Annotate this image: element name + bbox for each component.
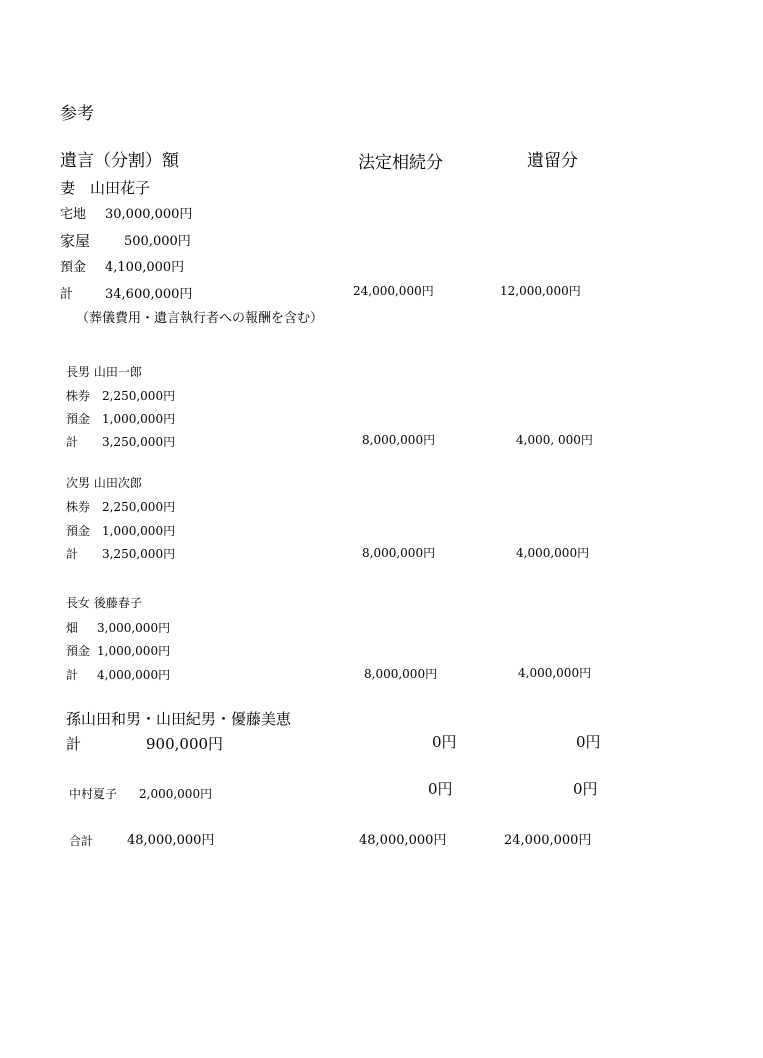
total-will-value: 34,600,000円 (105, 287, 193, 302)
total-label: 計 (66, 668, 79, 682)
total-statutory-value: 8,000,000円 (362, 546, 436, 560)
total-statutory-value: 8,000,000円 (364, 667, 438, 681)
total-reserved-value: 4,000,000円 (518, 666, 592, 680)
grand-total-reserved-value: 24,000,000円 (504, 833, 592, 848)
total-will-value: 2,000,000円 (139, 787, 213, 801)
item-value: 2,250,000円 (102, 389, 176, 403)
item-label: 預金 (66, 644, 91, 658)
page-title: 参考 (60, 104, 94, 124)
item-label: 宅地 (60, 207, 87, 222)
heir-name-eldest-son: 長男 山田一郎 (66, 365, 142, 379)
item-value: 2,250,000円 (102, 500, 176, 514)
grand-total-will-value: 48,000,000円 (127, 833, 215, 848)
item-value: 3,000,000円 (97, 621, 171, 635)
item-label: 家屋 (60, 232, 91, 250)
item-label: 株券 (66, 389, 91, 403)
total-statutory-value: 24,000,000円 (353, 284, 434, 298)
total-label: 計 (66, 735, 82, 753)
item-value: 30,000,000円 (105, 207, 193, 222)
total-will-value: 3,250,000円 (102, 547, 176, 561)
total-label: 計 (66, 547, 79, 561)
header-statutory-share: 法定相続分 (358, 153, 443, 173)
note: （葬儀費用・遺言執行者への報酬を含む） (76, 311, 324, 326)
item-value: 500,000円 (124, 234, 191, 249)
total-statutory-value: 0円 (432, 733, 457, 751)
total-reserved-value: 0円 (573, 780, 598, 798)
total-label: 中村夏子 (69, 787, 118, 801)
item-value: 1,000,000円 (102, 524, 176, 538)
grand-total-statutory-value: 48,000,000円 (359, 833, 447, 848)
heir-name-wife: 妻 山田花子 (60, 179, 151, 197)
item-value: 1,000,000円 (102, 412, 176, 426)
header-will-amount: 遺言（分割）額 (60, 151, 179, 171)
heir-name-grandchildren: 孫山田和男・山田紀男・優藤美恵 (66, 710, 292, 728)
total-statutory-value: 8,000,000円 (362, 433, 436, 447)
heir-name-second-son: 次男 山田次郎 (66, 476, 142, 490)
item-label: 預金 (66, 524, 91, 538)
header-reserved-share: 遺留分 (527, 151, 578, 171)
grand-total-label: 合計 (69, 834, 94, 848)
total-reserved-value: 4,000,000円 (516, 546, 590, 560)
total-label: 計 (60, 287, 74, 302)
item-label: 預金 (66, 412, 91, 426)
item-label: 預金 (60, 260, 87, 275)
total-reserved-value: 12,000,000円 (500, 284, 581, 298)
heir-name-eldest-daughter: 長女 後藤春子 (66, 596, 142, 610)
total-label: 計 (66, 435, 79, 449)
total-statutory-value: 0円 (428, 780, 453, 798)
item-value: 1,000,000円 (97, 644, 171, 658)
total-reserved-value: 0円 (576, 733, 601, 751)
total-will-value: 3,250,000円 (102, 435, 176, 449)
total-reserved-value: 4,000, 000円 (516, 433, 593, 447)
total-will-value: 4,000,000円 (97, 668, 171, 682)
total-will-value: 900,000円 (146, 735, 224, 753)
item-value: 4,100,000円 (105, 260, 185, 275)
item-label: 畑 (66, 621, 79, 635)
item-label: 株券 (66, 500, 91, 514)
